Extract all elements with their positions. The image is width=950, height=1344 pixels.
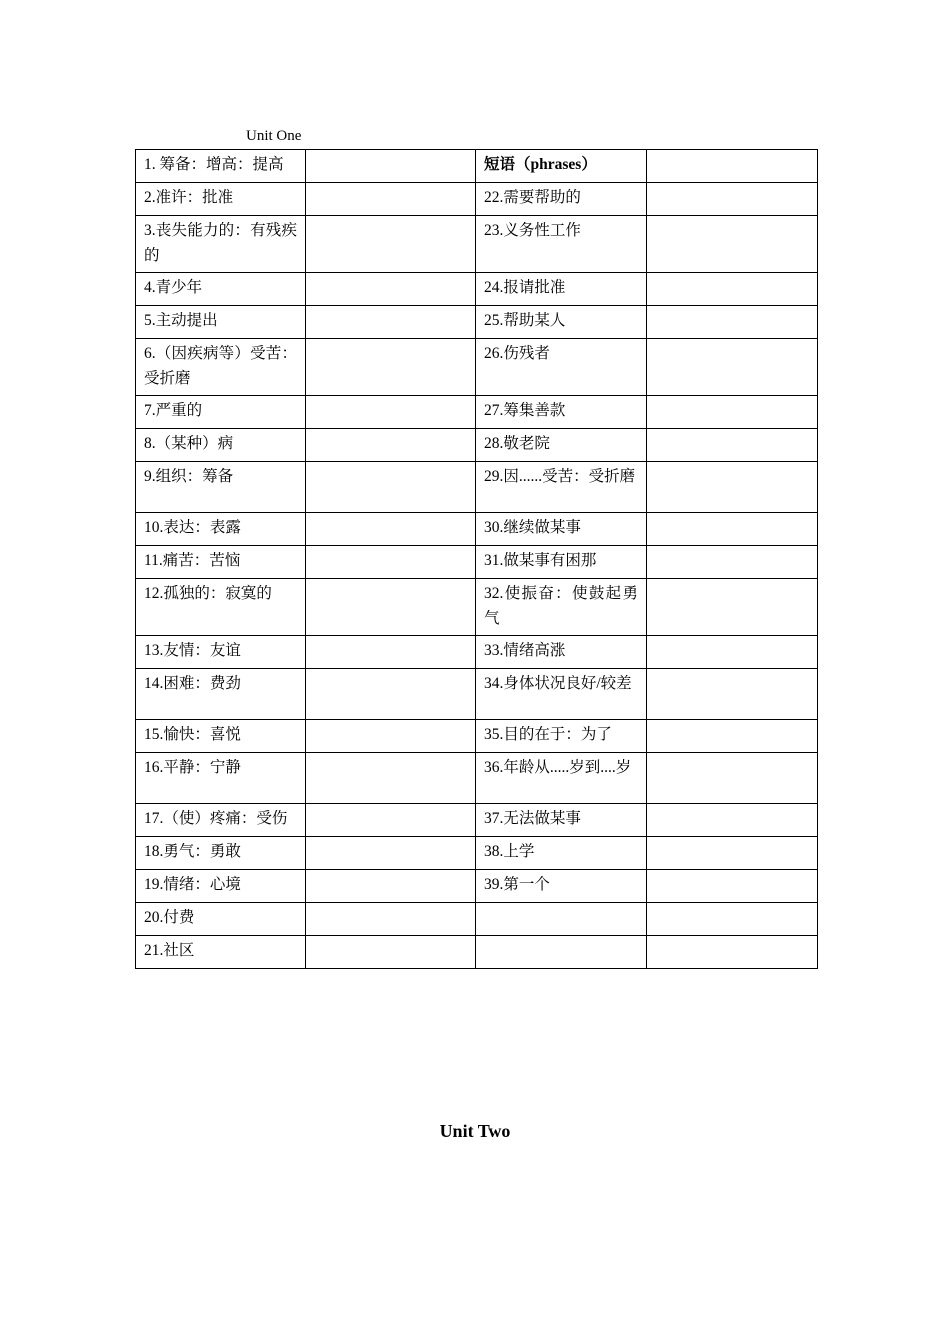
word-answer-cell[interactable]: [306, 579, 476, 636]
vocabulary-table: [135, 149, 818, 969]
phrase-answer-cell[interactable]: [647, 429, 818, 462]
word-answer-cell[interactable]: [306, 837, 476, 870]
word-prompt-cell: 14.困难：费劲: [136, 669, 306, 720]
phrase-prompt-cell: 24.报请批准: [476, 273, 647, 306]
word-answer-cell[interactable]: [306, 273, 476, 306]
phrase-prompt-cell: 38.上学: [476, 837, 647, 870]
word-answer-cell[interactable]: [306, 903, 476, 936]
word-prompt-cell: 12.孤独的：寂寞的: [136, 579, 306, 636]
word-prompt-cell: 5.主动提出: [136, 306, 306, 339]
phrase-prompt-cell: [476, 936, 647, 969]
phrase-prompt-cell: 28.敬老院: [476, 429, 647, 462]
table-row: [136, 396, 818, 429]
table-row: [136, 870, 818, 903]
unit-one-title: Unit One: [246, 128, 302, 144]
word-answer-cell[interactable]: [306, 636, 476, 669]
phrase-prompt-cell: 29.因......受苦：受折磨: [476, 462, 647, 513]
phrase-answer-cell[interactable]: [647, 462, 818, 513]
table-row: [136, 804, 818, 837]
word-prompt-cell: 1. 筹备：增高：提高: [136, 150, 306, 183]
word-prompt-cell: 9.组织：筹备: [136, 462, 306, 513]
word-prompt-cell: 10.表达：表露: [136, 513, 306, 546]
word-prompt-cell: 21.社区: [136, 936, 306, 969]
word-answer-cell[interactable]: [306, 183, 476, 216]
table-row: [136, 339, 818, 396]
phrase-answer-cell[interactable]: [647, 579, 818, 636]
word-prompt-cell: 7.严重的: [136, 396, 306, 429]
phrase-answer-cell[interactable]: [647, 870, 818, 903]
word-prompt-cell: 3.丧失能力的：有残疾的: [136, 216, 306, 273]
word-prompt-cell: 11.痛苦：苦恼: [136, 546, 306, 579]
word-prompt-cell: 17.（使）疼痛：受伤: [136, 804, 306, 837]
phrase-answer-cell[interactable]: [647, 636, 818, 669]
word-answer-cell[interactable]: [306, 870, 476, 903]
word-prompt-cell: 13.友情：友谊: [136, 636, 306, 669]
table-row: [136, 546, 818, 579]
phrase-answer-cell[interactable]: [647, 936, 818, 969]
word-prompt-cell: 19.情绪：心境: [136, 870, 306, 903]
word-prompt-cell: 8.（某种）病: [136, 429, 306, 462]
phrase-answer-cell[interactable]: [647, 183, 818, 216]
word-prompt-cell: 18.勇气：勇敢: [136, 837, 306, 870]
word-prompt-cell: 20.付费: [136, 903, 306, 936]
table-row: [136, 183, 818, 216]
phrase-answer-cell[interactable]: [647, 396, 818, 429]
phrase-answer-cell[interactable]: [647, 753, 818, 804]
phrase-answer-cell[interactable]: [647, 306, 818, 339]
phrase-prompt-cell: 31.做某事有困那: [476, 546, 647, 579]
phrase-prompt-cell: 30.继续做某事: [476, 513, 647, 546]
word-answer-cell[interactable]: [306, 396, 476, 429]
phrase-answer-cell[interactable]: [647, 546, 818, 579]
phrase-prompt-cell: 26.伤残者: [476, 339, 647, 396]
word-prompt-cell: 6.（因疾病等）受苦：受折磨: [136, 339, 306, 396]
table-row: [136, 150, 818, 183]
vocabulary-table-body: [136, 150, 818, 969]
phrase-prompt-cell: 39.第一个: [476, 870, 647, 903]
table-row: [136, 837, 818, 870]
phrase-answer-cell[interactable]: [647, 837, 818, 870]
phrase-prompt-cell: 32.使振奋：使鼓起勇气: [476, 579, 647, 636]
phrase-prompt-cell: 33.情绪高涨: [476, 636, 647, 669]
phrase-answer-cell[interactable]: [647, 216, 818, 273]
table-row: [136, 429, 818, 462]
phrase-prompt-cell: 36.年龄从.....岁到....岁: [476, 753, 647, 804]
word-answer-cell[interactable]: [306, 669, 476, 720]
word-answer-cell[interactable]: [306, 936, 476, 969]
phrase-prompt-cell: 23.义务性工作: [476, 216, 647, 273]
word-answer-cell[interactable]: [306, 339, 476, 396]
phrase-answer-cell[interactable]: [647, 669, 818, 720]
word-prompt-cell: 2.准许：批准: [136, 183, 306, 216]
word-answer-cell[interactable]: [306, 753, 476, 804]
phrase-prompt-cell: 27.筹集善款: [476, 396, 647, 429]
table-row: [136, 903, 818, 936]
phrase-prompt-cell: 34.身体状况良好/较差: [476, 669, 647, 720]
word-answer-cell[interactable]: [306, 306, 476, 339]
phrases-header-cell: 短语（phrases）: [476, 150, 647, 183]
phrase-answer-cell[interactable]: [647, 339, 818, 396]
unit-two-title: Unit Two: [439, 1121, 511, 1141]
word-prompt-cell: 4.青少年: [136, 273, 306, 306]
word-answer-cell[interactable]: [306, 462, 476, 513]
phrase-answer-cell[interactable]: [647, 903, 818, 936]
phrase-prompt-cell: 37.无法做某事: [476, 804, 647, 837]
table-row: [136, 720, 818, 753]
phrase-prompt-cell: 35.目的在于：为了: [476, 720, 647, 753]
table-row: [136, 216, 818, 273]
phrase-answer-cell[interactable]: [647, 804, 818, 837]
table-row: [136, 513, 818, 546]
phrase-answer-cell[interactable]: [647, 720, 818, 753]
table-row: [136, 669, 818, 720]
phrase-prompt-cell: 22.需要帮助的: [476, 183, 647, 216]
table-row: [136, 753, 818, 804]
table-row: [136, 636, 818, 669]
table-row: [136, 273, 818, 306]
word-answer-cell[interactable]: [306, 429, 476, 462]
table-row: [136, 462, 818, 513]
phrase-answer-cell[interactable]: [647, 150, 818, 183]
table-row: [136, 306, 818, 339]
word-answer-cell[interactable]: [306, 804, 476, 837]
phrase-prompt-cell: 25.帮助某人: [476, 306, 647, 339]
word-prompt-cell: 16.平静：宁静: [136, 753, 306, 804]
word-answer-cell[interactable]: [306, 150, 476, 183]
phrase-answer-cell[interactable]: [647, 273, 818, 306]
phrase-answer-cell[interactable]: [647, 513, 818, 546]
word-prompt-cell: 15.愉快：喜悦: [136, 720, 306, 753]
word-answer-cell[interactable]: [306, 513, 476, 546]
phrase-prompt-cell: [476, 903, 647, 936]
word-answer-cell[interactable]: [306, 546, 476, 579]
table-row: [136, 936, 818, 969]
word-answer-cell[interactable]: [306, 720, 476, 753]
word-answer-cell[interactable]: [306, 216, 476, 273]
table-row: [136, 579, 818, 636]
